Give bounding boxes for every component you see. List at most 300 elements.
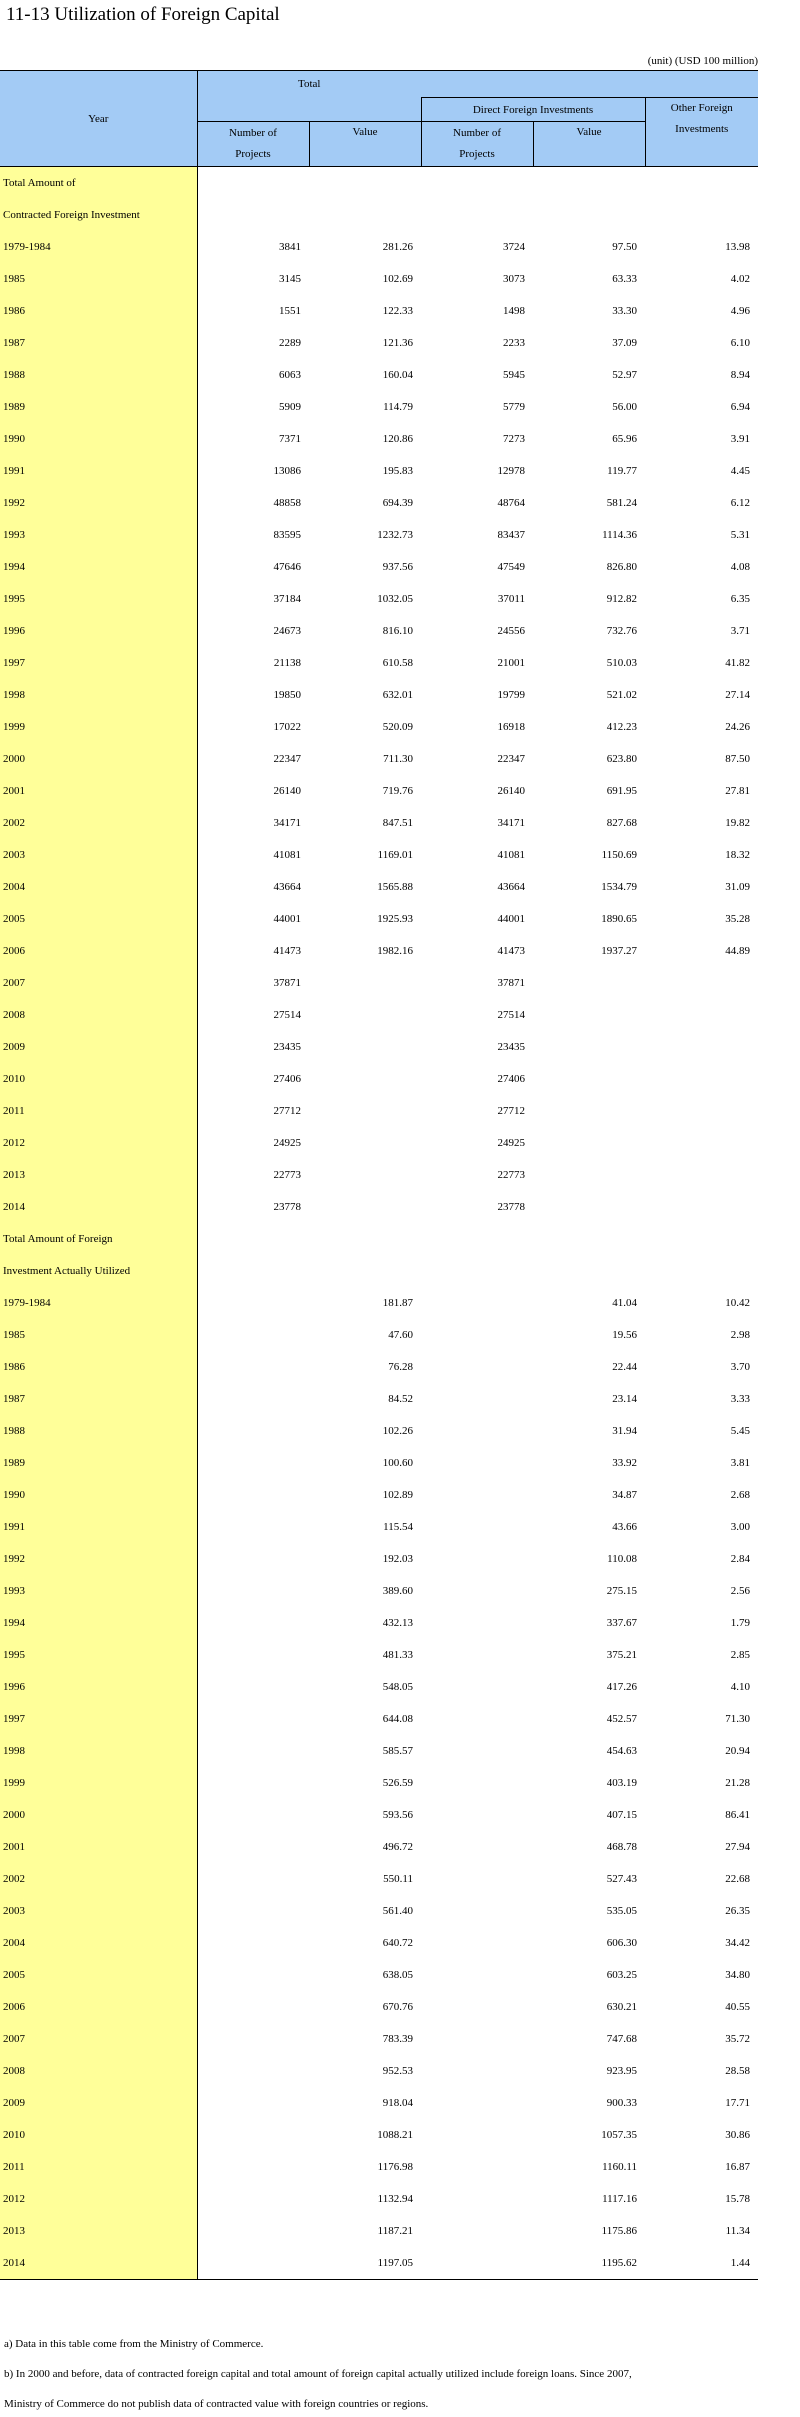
table-row (0, 1959, 758, 1991)
total-number-of-projects-cell (197, 1991, 309, 2023)
direct-value-cell: 1114.36 (602, 529, 638, 541)
total-value-cell: 719.76 (382, 785, 414, 797)
total-value-cell: 520.09 (382, 721, 414, 733)
total-value-cell: 102.69 (382, 273, 414, 285)
total-number-of-projects-cell (197, 1287, 309, 1319)
direct-value-cell: 110.08 (607, 1553, 638, 1565)
total-number-of-projects-cell (197, 1639, 309, 1671)
direct-number-of-projects-cell (421, 1287, 533, 1319)
year-cell: 1991 (0, 455, 197, 487)
table-row (0, 1863, 758, 1895)
table-row (0, 519, 758, 551)
other-investments-cell: 5.45 (730, 1425, 751, 1437)
total-value-cell (309, 967, 421, 999)
total-number-of-projects-cell: 22347 (273, 753, 301, 765)
footnote-b: b) In 2000 and before, data of contracted foreign capital and total amount of foreign capital actually utilized include foreign loans. Since 2007, (4, 2368, 632, 2380)
table-row (0, 1703, 758, 1735)
direct-number-of-projects-cell (421, 1351, 533, 1383)
total-number-of-projects-cell (197, 1735, 309, 1767)
total-number-of-projects-cell (197, 1927, 309, 1959)
foreign-capital-table (0, 70, 758, 2280)
table-row (0, 871, 758, 903)
total-number-of-projects-cell (197, 2055, 309, 2087)
total-number-of-projects-cell (197, 2215, 309, 2247)
year-cell: 1987 (0, 327, 197, 359)
table-row (0, 295, 758, 327)
total-number-of-projects-cell: 3145 (279, 273, 301, 285)
total-value-cell: 1197.05 (309, 2247, 421, 2280)
other-investments-cell: 27.94 (725, 1841, 751, 1853)
other-investments-cell: 5.31 (730, 529, 751, 541)
total-value-cell: 1187.21 (377, 2225, 414, 2237)
total-number-of-projects-cell: 6063 (279, 369, 301, 381)
direct-number-of-projects-cell: 5779 (503, 401, 526, 413)
total-value-cell: 120.86 (382, 433, 414, 445)
direct-number-of-projects-cell (421, 1319, 533, 1351)
other-investments-cell: 2.98 (730, 1329, 751, 1341)
year-cell: 1994 (0, 551, 197, 583)
direct-number-of-projects-cell (421, 1671, 533, 1703)
year-cell: 1997 (0, 1703, 197, 1735)
direct-value-cell: 452.57 (606, 1713, 638, 1725)
total-number-of-projects-cell: 19850 (273, 689, 301, 701)
table-row (0, 1159, 758, 1191)
table-row (0, 455, 758, 487)
total-value-cell (309, 1159, 421, 1191)
total-number-of-projects-cell: 26140 (273, 785, 301, 797)
total-number-of-projects-cell: 24673 (273, 625, 301, 637)
year-cell: 1998 (0, 679, 197, 711)
direct-number-of-projects-cell: 21001 (497, 657, 526, 669)
total-number-of-projects-cell (197, 1671, 309, 1703)
other-investments-cell: 3.91 (730, 433, 751, 445)
direct-number-of-projects-cell (421, 1447, 533, 1479)
direct-value-cell: 900.33 (606, 2097, 638, 2109)
direct-number-of-projects-cell (421, 1639, 533, 1671)
year-cell: 2014 (0, 1191, 197, 1223)
total-number-of-projects-cell: 41081 (273, 849, 301, 861)
total-number-of-projects-cell (197, 1703, 309, 1735)
other-investments-cell: 3.71 (730, 625, 751, 637)
direct-value-cell: 603.25 (606, 1969, 638, 1981)
direct-value-cell: 1890.65 (601, 913, 638, 925)
year-cell: 2003 (0, 1895, 197, 1927)
table-row (0, 359, 758, 391)
table-row (0, 2023, 758, 2055)
total-number-of-projects-cell: 37871 (273, 977, 301, 989)
direct-value-cell: 275.15 (606, 1585, 638, 1597)
direct-number-of-projects-cell: 16918 (497, 721, 526, 733)
year-cell: 1991 (0, 1511, 197, 1543)
total-value-cell: 1565.88 (377, 881, 414, 893)
year-cell: 2004 (0, 1927, 197, 1959)
direct-number-of-projects-cell (421, 2247, 533, 2280)
year-cell: 1996 (0, 1671, 197, 1703)
total-value-cell (309, 1063, 421, 1095)
direct-number-of-projects-cell: 7273 (503, 433, 526, 445)
table-row (0, 647, 758, 679)
other-investments-cell: 41.82 (725, 657, 751, 669)
year-cell: 1990 (0, 1479, 197, 1511)
total-number-of-projects-cell: 17022 (273, 721, 301, 733)
other-investments-cell: 21.28 (725, 1777, 751, 1789)
direct-value-cell (533, 1095, 645, 1127)
table-row (0, 807, 758, 839)
direct-number-of-projects-cell: 27514 (497, 1009, 526, 1021)
direct-value-cell: 468.78 (606, 1841, 638, 1853)
section-label: Total Amount of Foreign (0, 1223, 197, 1255)
direct-number-of-projects-cell: 47549 (497, 561, 526, 573)
direct-value-cell: 1117.16 (602, 2193, 638, 2205)
direct-value-cell: 527.43 (606, 1873, 638, 1885)
direct-number-of-projects-cell: 24925 (497, 1137, 526, 1149)
table-row (0, 1479, 758, 1511)
table-row (0, 1191, 758, 1223)
year-cell: 1986 (0, 295, 197, 327)
table-row (0, 1287, 758, 1319)
table-row (0, 2183, 758, 2215)
other-investments-cell: 19.82 (725, 817, 751, 829)
total-value-cell: 561.40 (382, 1905, 414, 1917)
year-cell: 1979-1984 (0, 231, 197, 263)
table-row (0, 391, 758, 423)
direct-number-of-projects-cell (421, 2119, 533, 2151)
other-investments-cell: 24.26 (725, 721, 751, 733)
total-value-cell: 638.05 (382, 1969, 414, 1981)
other-investments-cell: 17.71 (725, 2097, 751, 2109)
direct-value-cell (533, 967, 645, 999)
direct-value-cell: 33.92 (612, 1457, 638, 1469)
other-investments-cell: 86.41 (725, 1809, 751, 1821)
total-number-of-projects-cell (197, 1863, 309, 1895)
other-investments-cell: 2.68 (730, 1489, 751, 1501)
direct-number-of-projects-cell (421, 2183, 533, 2215)
other-investments-cell (645, 1031, 758, 1063)
table-row (0, 1735, 758, 1767)
total-value-cell (309, 1031, 421, 1063)
other-investments-cell (645, 999, 758, 1031)
total-number-of-projects-cell (197, 2023, 309, 2055)
table-row (0, 1671, 758, 1703)
table-row (0, 2215, 758, 2247)
other-investments-cell (645, 1191, 758, 1223)
other-investments-cell: 16.87 (725, 2161, 751, 2173)
total-number-of-projects-cell (197, 1607, 309, 1639)
table-row (0, 1607, 758, 1639)
other-investments-cell: 3.00 (730, 1521, 751, 1533)
header-direct-foreign-investments: Direct Foreign Investments (421, 98, 645, 122)
direct-value-cell: 403.19 (606, 1777, 638, 1789)
total-number-of-projects-cell: 44001 (273, 913, 301, 925)
direct-value-cell: 34.87 (612, 1489, 638, 1501)
direct-value-cell: 417.26 (606, 1681, 638, 1693)
other-investments-cell: 2.56 (730, 1585, 751, 1597)
direct-number-of-projects-cell (421, 2087, 533, 2119)
direct-number-of-projects-cell (421, 1927, 533, 1959)
direct-number-of-projects-cell: 12978 (497, 465, 526, 477)
table-row (0, 487, 758, 519)
total-number-of-projects-cell: 27712 (273, 1105, 301, 1117)
direct-value-cell: 1195.62 (533, 2247, 645, 2280)
total-value-cell: 1132.94 (377, 2193, 414, 2205)
total-number-of-projects-cell (197, 1767, 309, 1799)
direct-value-cell (533, 999, 645, 1031)
direct-number-of-projects-cell (421, 1511, 533, 1543)
total-number-of-projects-cell: 41473 (273, 945, 301, 957)
section-label-row (0, 1255, 758, 1287)
other-investments-cell: 1.44 (645, 2247, 758, 2280)
table-row (0, 1447, 758, 1479)
total-value-cell: 1176.98 (377, 2161, 414, 2173)
total-value-cell: 192.03 (382, 1553, 414, 1565)
direct-number-of-projects-cell: 26140 (497, 785, 526, 797)
table-body (0, 167, 758, 2280)
direct-value-cell: 747.68 (606, 2033, 638, 2045)
direct-number-of-projects-cell: 24556 (497, 625, 526, 637)
direct-value-cell: 454.63 (606, 1745, 638, 1757)
year-cell: 2003 (0, 839, 197, 871)
direct-number-of-projects-cell: 48764 (497, 497, 526, 509)
direct-value-cell: 407.15 (606, 1809, 638, 1821)
direct-number-of-projects-cell: 5945 (503, 369, 526, 381)
direct-number-of-projects-cell: 19799 (497, 689, 526, 701)
other-investments-cell: 3.81 (730, 1457, 751, 1469)
other-investments-cell: 4.02 (730, 273, 751, 285)
table-row (0, 967, 758, 999)
total-number-of-projects-cell (197, 1511, 309, 1543)
direct-value-cell: 23.14 (612, 1393, 638, 1405)
year-cell: 2012 (0, 2183, 197, 2215)
other-investments-cell: 6.12 (730, 497, 751, 509)
year-cell: 1989 (0, 1447, 197, 1479)
header-total-value: Value (309, 122, 421, 167)
total-value-cell: 496.72 (382, 1841, 414, 1853)
year-cell: 2002 (0, 807, 197, 839)
direct-number-of-projects-cell: 37011 (497, 593, 526, 605)
other-investments-cell: 4.08 (730, 561, 751, 573)
total-value-cell: 389.60 (382, 1585, 414, 1597)
total-value-cell: 548.05 (382, 1681, 414, 1693)
table-row (0, 2055, 758, 2087)
total-value-cell: 526.59 (382, 1777, 414, 1789)
table-row (0, 327, 758, 359)
total-value-cell: 122.33 (382, 305, 414, 317)
header-total: Total (197, 71, 421, 98)
total-value-cell (309, 1095, 421, 1127)
total-number-of-projects-cell (197, 1959, 309, 1991)
direct-value-cell: 1057.35 (601, 2129, 638, 2141)
table-row (0, 1031, 758, 1063)
direct-value-cell: 22.44 (612, 1361, 638, 1373)
total-value-cell: 121.36 (382, 337, 414, 349)
other-investments-cell: 22.68 (725, 1873, 751, 1885)
total-value-cell: 160.04 (382, 369, 414, 381)
year-cell: 2013 (0, 1159, 197, 1191)
total-value-cell: 632.01 (382, 689, 414, 701)
other-investments-cell: 87.50 (725, 753, 751, 765)
table-row (0, 1639, 758, 1671)
direct-value-cell: 1175.86 (601, 2225, 638, 2237)
total-number-of-projects-cell: 34171 (273, 817, 301, 829)
year-cell: 2012 (0, 1127, 197, 1159)
other-investments-cell: 3.33 (730, 1393, 751, 1405)
total-number-of-projects-cell (197, 1543, 309, 1575)
direct-value-cell: 912.82 (606, 593, 638, 605)
total-value-cell: 481.33 (382, 1649, 414, 1661)
direct-value-cell: 510.03 (606, 657, 638, 669)
other-investments-cell: 30.86 (725, 2129, 751, 2141)
total-number-of-projects-cell (197, 1575, 309, 1607)
direct-value-cell: 56.00 (612, 401, 638, 413)
table-row (0, 1063, 758, 1095)
year-cell: 2004 (0, 871, 197, 903)
year-cell: 1996 (0, 615, 197, 647)
direct-number-of-projects-cell (421, 1575, 533, 1607)
direct-number-of-projects-cell (421, 1703, 533, 1735)
other-investments-cell: 8.94 (730, 369, 751, 381)
direct-number-of-projects-cell: 2233 (503, 337, 526, 349)
total-number-of-projects-cell (197, 1351, 309, 1383)
other-investments-cell: 6.10 (730, 337, 751, 349)
total-value-cell: 694.39 (382, 497, 414, 509)
total-value-cell (309, 1191, 421, 1223)
total-value-cell: 1232.73 (377, 529, 414, 541)
direct-number-of-projects-cell (421, 1863, 533, 1895)
section-label-row (0, 1223, 758, 1255)
total-value-cell: 1169.01 (377, 849, 414, 861)
total-value-cell: 1982.16 (377, 945, 414, 957)
total-number-of-projects-cell (197, 1479, 309, 1511)
total-number-of-projects-cell (197, 1447, 309, 1479)
other-investments-cell: 11.34 (725, 2225, 751, 2237)
year-cell: 2000 (0, 1799, 197, 1831)
total-number-of-projects-cell (197, 2183, 309, 2215)
total-number-of-projects-cell: 27514 (273, 1009, 301, 1021)
other-investments-cell: 27.81 (725, 785, 751, 797)
total-value-cell: 952.53 (382, 2065, 414, 2077)
table-row (0, 935, 758, 967)
total-value-cell: 670.76 (382, 2001, 414, 2013)
table-row (0, 1767, 758, 1799)
total-number-of-projects-cell (197, 1319, 309, 1351)
direct-number-of-projects-cell (421, 1767, 533, 1799)
direct-value-cell: 630.21 (606, 2001, 638, 2013)
table-row (0, 679, 758, 711)
direct-number-of-projects-cell: 22773 (497, 1169, 526, 1181)
table-row (0, 775, 758, 807)
table-row (0, 1895, 758, 1927)
total-value-cell: 918.04 (382, 2097, 414, 2109)
table-row (0, 903, 758, 935)
other-investments-cell: 34.80 (725, 1969, 751, 1981)
table-row (0, 1831, 758, 1863)
direct-number-of-projects-cell (421, 1991, 533, 2023)
total-value-cell: 585.57 (382, 1745, 414, 1757)
year-cell: 1988 (0, 1415, 197, 1447)
direct-number-of-projects-cell: 27406 (497, 1073, 526, 1085)
direct-value-cell: 31.94 (612, 1425, 638, 1437)
total-number-of-projects-cell: 23778 (273, 1201, 301, 1213)
total-value-cell: 281.26 (382, 241, 414, 253)
year-cell: 1988 (0, 359, 197, 391)
direct-number-of-projects-cell (421, 1831, 533, 1863)
table-row (0, 1127, 758, 1159)
total-value-cell: 937.56 (382, 561, 414, 573)
other-investments-cell: 44.89 (725, 945, 751, 957)
direct-number-of-projects-cell (421, 1799, 533, 1831)
direct-number-of-projects-cell: 37871 (497, 977, 526, 989)
year-cell: 2008 (0, 999, 197, 1031)
other-investments-cell: 34.42 (725, 1937, 751, 1949)
other-investments-cell (645, 1159, 758, 1191)
direct-number-of-projects-cell: 43664 (497, 881, 526, 893)
total-value-cell: 1925.93 (377, 913, 414, 925)
total-number-of-projects-cell: 22773 (273, 1169, 301, 1181)
total-value-cell: 783.39 (382, 2033, 414, 2045)
direct-number-of-projects-cell (421, 1607, 533, 1639)
direct-value-cell: 375.21 (606, 1649, 638, 1661)
table-row (0, 583, 758, 615)
year-cell: 2001 (0, 1831, 197, 1863)
other-investments-cell: 4.10 (730, 1681, 751, 1693)
table-row (0, 1415, 758, 1447)
other-investments-cell: 18.32 (725, 849, 751, 861)
total-value-cell: 195.83 (382, 465, 414, 477)
direct-value-cell: 581.24 (606, 497, 638, 509)
table-row (0, 1383, 758, 1415)
year-cell: 1990 (0, 423, 197, 455)
section-label-row (0, 167, 758, 200)
direct-number-of-projects-cell: 27712 (497, 1105, 526, 1117)
total-number-of-projects-cell: 5909 (279, 401, 301, 413)
year-cell: 2014 (0, 2247, 197, 2280)
page-title: 11-13 Utilization of Foreign Capital (6, 4, 280, 25)
total-number-of-projects-cell: 7371 (279, 433, 301, 445)
direct-number-of-projects-cell (421, 1959, 533, 1991)
section-label: Investment Actually Utilized (0, 1255, 197, 1287)
year-cell: 1993 (0, 1575, 197, 1607)
year-cell: 1989 (0, 391, 197, 423)
unit-label: (unit) (USD 100 million) (647, 55, 758, 67)
year-cell: 1985 (0, 1319, 197, 1351)
direct-value-cell: 826.80 (606, 561, 638, 573)
total-value-cell: 640.72 (382, 1937, 414, 1949)
year-cell: 1999 (0, 1767, 197, 1799)
direct-value-cell (533, 1063, 645, 1095)
year-cell: 2005 (0, 903, 197, 935)
total-value-cell (309, 1127, 421, 1159)
year-cell: 2007 (0, 2023, 197, 2055)
total-number-of-projects-cell (197, 1415, 309, 1447)
direct-value-cell: 606.30 (606, 1937, 638, 1949)
footnote-b-continued: Ministry of Commerce do not publish data of contracted value with foreign countries or regions. (4, 2398, 429, 2410)
year-cell: 1992 (0, 487, 197, 519)
total-number-of-projects-cell: 24925 (273, 1137, 301, 1149)
other-investments-cell (645, 1095, 758, 1127)
direct-value-cell: 1937.27 (601, 945, 638, 957)
direct-number-of-projects-cell: 44001 (497, 913, 526, 925)
direct-value-cell: 63.33 (612, 273, 638, 285)
total-value-cell: 1032.05 (377, 593, 414, 605)
other-investments-cell: 1.79 (730, 1617, 751, 1629)
total-value-cell: 102.26 (382, 1425, 414, 1437)
year-cell: 1986 (0, 1351, 197, 1383)
total-number-of-projects-cell (197, 2119, 309, 2151)
year-cell: 2007 (0, 967, 197, 999)
direct-number-of-projects-cell: 3724 (503, 241, 526, 253)
direct-value-cell: 732.76 (606, 625, 638, 637)
direct-number-of-projects-cell (421, 1383, 533, 1415)
